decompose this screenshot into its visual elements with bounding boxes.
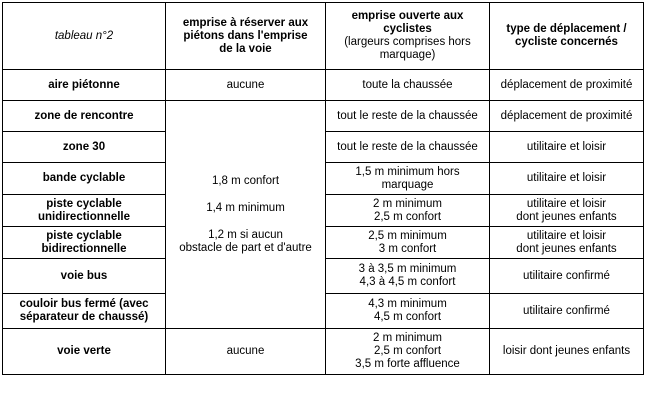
cyclists-cell: 2 m minimum 2,5 m confort 3,5 m forte affluence xyxy=(326,329,490,375)
comparison-table xyxy=(2,2,644,375)
type-cell: loisir dont jeunes enfants xyxy=(490,329,644,375)
cyclists-cell: toute la chaussée xyxy=(326,70,490,101)
type-cell: déplacement de proximité xyxy=(490,70,644,101)
header-pedestrian: emprise à réserver aux piétons dans l'emprise de la voie xyxy=(166,3,326,70)
type-cell: utilitaire et loisir dont jeunes enfants xyxy=(490,195,644,227)
type-cell: utilitaire et loisir xyxy=(490,163,644,195)
row-label: couloir bus fermé (avec séparateur de chaussé) xyxy=(3,294,166,329)
header-row xyxy=(3,3,644,70)
table-row xyxy=(3,70,644,101)
row-label: voie verte xyxy=(3,329,166,375)
type-cell: utilitaire confirmé xyxy=(490,294,644,329)
row-label: aire piétonne xyxy=(3,70,166,101)
cyclists-cell: 2 m minimum 2,5 m confort xyxy=(326,195,490,227)
header-type: type de déplacement / cycliste concernés xyxy=(490,3,644,70)
cyclists-cell: tout le reste de la chaussée xyxy=(326,101,490,132)
cyclists-cell: 3 à 3,5 m minimum 4,3 à 4,5 m confort xyxy=(326,259,490,294)
cyclists-cell: 4,3 m minimum 4,5 m confort xyxy=(326,294,490,329)
row-label: piste cyclable bidirectionnelle xyxy=(3,227,166,259)
type-cell: utilitaire et loisir xyxy=(490,132,644,163)
row-label: zone de rencontre xyxy=(3,101,166,132)
cyclists-cell: 2,5 m minimum 3 m confort xyxy=(326,227,490,259)
cyclists-cell: tout le reste de la chaussée xyxy=(326,132,490,163)
row-label: bande cyclable xyxy=(3,163,166,195)
row-label: piste cyclable unidirectionnelle xyxy=(3,195,166,227)
row-label: voie bus xyxy=(3,259,166,294)
pedestrian-cell: aucune xyxy=(166,329,326,375)
table-row xyxy=(3,101,644,132)
table-row xyxy=(3,329,644,375)
pedestrian-merged-cell: 1,8 m confort 1,4 m minimum 1,2 m si aucun obstacle de part et d'autre xyxy=(166,101,326,329)
pedestrian-cell: aucune xyxy=(166,70,326,101)
type-cell: utilitaire confirmé xyxy=(490,259,644,294)
cyclists-cell: 1,5 m minimum hors marquage xyxy=(326,163,490,195)
header-cyclists: emprise ouverte aux cyclistes (largeurs comprises hors marquage) xyxy=(326,3,490,70)
row-label: zone 30 xyxy=(3,132,166,163)
type-cell: déplacement de proximité xyxy=(490,101,644,132)
table-caption: tableau n°2 xyxy=(3,3,166,70)
type-cell: utilitaire et loisir dont jeunes enfants xyxy=(490,227,644,259)
